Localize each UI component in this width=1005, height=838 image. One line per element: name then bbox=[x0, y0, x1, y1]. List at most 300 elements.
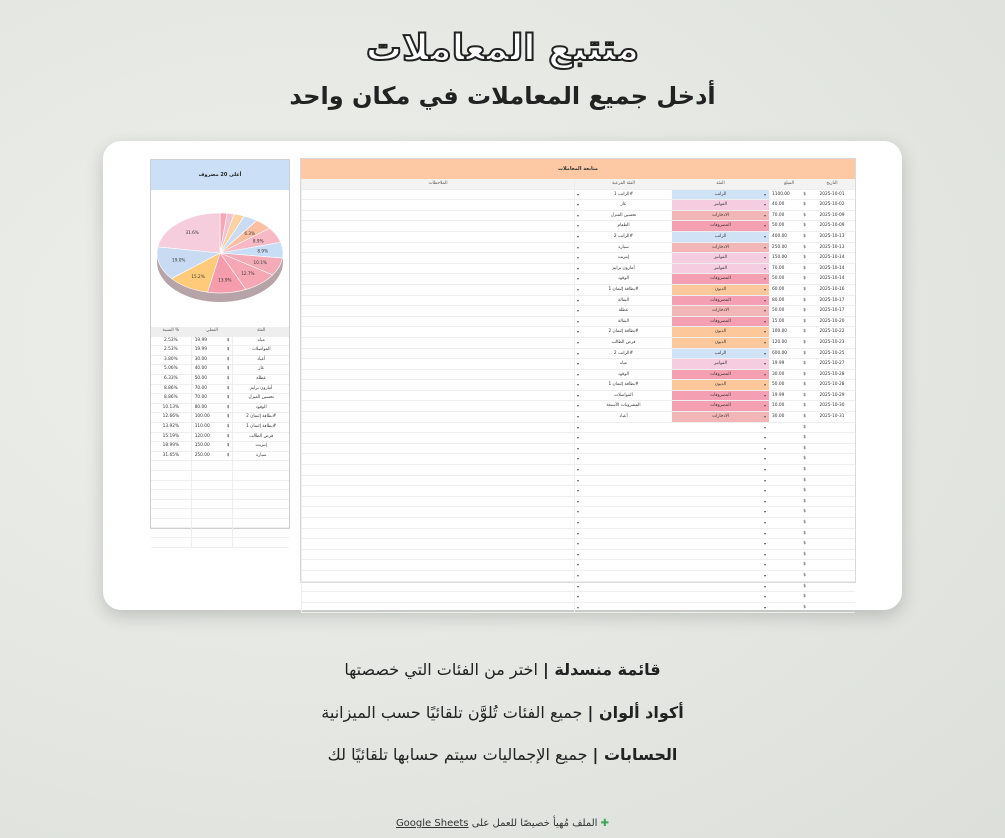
date-cell[interactable] bbox=[809, 444, 855, 454]
chevron-down-icon[interactable]: ▾ bbox=[577, 329, 580, 335]
notes-cell[interactable] bbox=[301, 571, 574, 581]
category-dropdown[interactable]: الراتب ▾ bbox=[672, 349, 769, 359]
chevron-down-icon[interactable]: ▾ bbox=[577, 255, 580, 261]
chevron-down-icon[interactable]: ▾ bbox=[577, 594, 580, 600]
chevron-down-icon[interactable]: ▾ bbox=[577, 382, 580, 388]
chevron-down-icon[interactable]: ▾ bbox=[763, 392, 766, 398]
chevron-down-icon[interactable]: ▾ bbox=[763, 339, 766, 345]
chevron-down-icon[interactable]: ▾ bbox=[577, 392, 580, 398]
chevron-down-icon[interactable]: ▾ bbox=[763, 488, 766, 494]
notes-cell[interactable] bbox=[301, 317, 574, 327]
category-dropdown[interactable]: الادخارات ▾ bbox=[672, 306, 769, 316]
chevron-down-icon[interactable]: ▾ bbox=[577, 414, 580, 420]
chevron-down-icon[interactable]: ▾ bbox=[577, 424, 580, 430]
chevron-down-icon[interactable]: ▾ bbox=[763, 456, 766, 462]
date-cell[interactable]: 2025-10-01 bbox=[819, 191, 845, 197]
notes-cell[interactable] bbox=[301, 550, 574, 560]
amount-cell[interactable]: $ bbox=[803, 604, 806, 610]
chevron-down-icon[interactable]: ▾ bbox=[763, 297, 766, 303]
amount-cell[interactable]: 70.00 $ bbox=[772, 265, 806, 271]
category-dropdown[interactable]: الادخارات ▾ bbox=[672, 412, 769, 422]
subcategory-dropdown[interactable] bbox=[574, 433, 672, 443]
notes-cell[interactable] bbox=[301, 391, 574, 401]
notes-cell[interactable] bbox=[301, 327, 574, 337]
chevron-down-icon[interactable]: ▾ bbox=[577, 572, 580, 578]
notes-cell[interactable] bbox=[301, 433, 574, 443]
amount-cell[interactable]: $ bbox=[803, 488, 806, 494]
notes-cell[interactable] bbox=[301, 592, 574, 602]
category-cell: غاز bbox=[258, 366, 265, 372]
subcategory-dropdown[interactable]: بطاقة إئتمان 1# ▾ bbox=[574, 285, 672, 295]
amount-cell[interactable]: 150.00 $ bbox=[772, 255, 806, 261]
chevron-down-icon[interactable]: ▾ bbox=[763, 244, 766, 250]
chevron-down-icon[interactable]: ▾ bbox=[763, 583, 766, 589]
category-dropdown[interactable] bbox=[672, 571, 769, 581]
category-dropdown[interactable] bbox=[672, 465, 769, 475]
amount-cell[interactable]: 50.00 $ bbox=[772, 276, 806, 282]
amount-cell[interactable]: $ bbox=[803, 530, 806, 536]
amount-cell[interactable]: 30.00 $ bbox=[772, 414, 806, 420]
chevron-down-icon[interactable]: ▾ bbox=[577, 286, 580, 292]
expenses-pie-chart bbox=[151, 191, 289, 324]
chevron-down-icon[interactable]: ▾ bbox=[763, 572, 766, 578]
notes-cell[interactable] bbox=[301, 296, 574, 306]
subcategory-dropdown[interactable]: إنترنت ▾ bbox=[574, 253, 672, 263]
category-dropdown[interactable]: المصروفات ▾ bbox=[672, 401, 769, 411]
notes-cell[interactable] bbox=[301, 200, 574, 210]
subcategory-dropdown[interactable]: الوقود ▾ bbox=[574, 274, 672, 284]
chevron-down-icon[interactable]: ▾ bbox=[577, 530, 580, 536]
chevron-down-icon[interactable]: ▾ bbox=[763, 403, 766, 409]
chevron-down-icon[interactable]: ▾ bbox=[577, 191, 580, 197]
amount-cell[interactable]: 60.00 $ bbox=[772, 286, 806, 292]
date-cell[interactable]: 2025-10-31 bbox=[819, 414, 845, 420]
chevron-down-icon[interactable]: ▾ bbox=[577, 350, 580, 356]
chevron-down-icon[interactable]: ▾ bbox=[763, 308, 766, 314]
chevron-down-icon[interactable]: ▾ bbox=[577, 403, 580, 409]
category-dropdown[interactable] bbox=[672, 592, 769, 602]
chevron-down-icon[interactable]: ▾ bbox=[763, 350, 766, 356]
category-dropdown[interactable]: الديون ▾ bbox=[672, 380, 769, 390]
category-cell bbox=[233, 490, 289, 499]
date-cell[interactable] bbox=[809, 529, 855, 539]
chevron-down-icon[interactable]: ▾ bbox=[763, 255, 766, 261]
table-row bbox=[301, 317, 855, 328]
notes-cell[interactable] bbox=[301, 306, 574, 316]
chevron-down-icon[interactable]: ▾ bbox=[763, 414, 766, 420]
notes-cell[interactable] bbox=[301, 221, 574, 231]
percent-cell bbox=[151, 519, 192, 528]
subcategory-dropdown[interactable] bbox=[574, 497, 672, 507]
notes-cell[interactable] bbox=[301, 507, 574, 517]
amount-cell[interactable]: $ bbox=[803, 572, 806, 578]
date-cell[interactable] bbox=[809, 571, 855, 581]
notes-cell[interactable] bbox=[301, 232, 574, 242]
date-cell[interactable]: 2025-10-14 bbox=[819, 255, 845, 261]
category-dropdown[interactable] bbox=[672, 507, 769, 517]
subcategory-dropdown[interactable] bbox=[574, 529, 672, 539]
notes-cell[interactable] bbox=[301, 349, 574, 359]
chevron-down-icon[interactable]: ▾ bbox=[763, 329, 766, 335]
category-dropdown[interactable]: الادخارات ▾ bbox=[672, 243, 769, 253]
subcategory-dropdown[interactable]: بطاقة إئتمان 2# ▾ bbox=[574, 327, 672, 337]
date-cell[interactable] bbox=[809, 560, 855, 570]
table-row bbox=[151, 365, 289, 375]
category-cell: مياه bbox=[257, 337, 265, 343]
amount-cell[interactable]: $ bbox=[803, 445, 806, 451]
amount-cell[interactable]: 30.00 $ bbox=[772, 371, 806, 377]
subcategory-dropdown[interactable] bbox=[574, 518, 672, 528]
date-cell[interactable] bbox=[809, 507, 855, 517]
chevron-down-icon[interactable]: ▾ bbox=[763, 265, 766, 271]
category-dropdown[interactable]: المصروفات ▾ bbox=[672, 296, 769, 306]
category-dropdown[interactable]: الفواتير ▾ bbox=[672, 359, 769, 369]
subcategory-dropdown[interactable]: الراتب 1# ▾ bbox=[574, 190, 672, 200]
date-cell[interactable]: 2025-10-28 bbox=[819, 382, 845, 388]
chevron-down-icon[interactable]: ▾ bbox=[763, 212, 766, 218]
subcategory-dropdown[interactable] bbox=[574, 571, 672, 581]
date-cell[interactable]: 2025-10-09 bbox=[819, 223, 845, 229]
amount-cell[interactable]: $ bbox=[803, 583, 806, 589]
chevron-down-icon[interactable]: ▾ bbox=[577, 244, 580, 250]
category-dropdown[interactable] bbox=[672, 518, 769, 528]
column-header: الفئة bbox=[257, 328, 266, 333]
amount-cell[interactable]: 10.00 $ bbox=[772, 403, 806, 409]
notes-cell[interactable] bbox=[301, 264, 574, 274]
notes-cell[interactable] bbox=[301, 359, 574, 369]
subcategory-dropdown[interactable] bbox=[574, 560, 672, 570]
amount-cell[interactable]: 70.00 $ bbox=[772, 212, 806, 218]
notes-cell[interactable] bbox=[301, 497, 574, 507]
date-cell[interactable]: 2025-10-29 bbox=[819, 392, 845, 398]
amount-cell[interactable]: 120.00 $ bbox=[772, 339, 806, 345]
category-dropdown[interactable] bbox=[672, 476, 769, 486]
subcategory-dropdown[interactable]: الطعام ▾ bbox=[574, 221, 672, 231]
date-cell[interactable]: 2025-10-23 bbox=[819, 339, 845, 345]
date-cell[interactable]: 2025-10-17 bbox=[819, 297, 845, 303]
notes-cell[interactable] bbox=[301, 423, 574, 433]
chevron-down-icon[interactable]: ▾ bbox=[577, 361, 580, 367]
date-cell[interactable]: 2025-10-28 bbox=[819, 371, 845, 377]
subcategory-dropdown[interactable] bbox=[574, 423, 672, 433]
chevron-down-icon[interactable]: ▾ bbox=[577, 212, 580, 218]
chevron-down-icon[interactable]: ▾ bbox=[763, 276, 766, 282]
chevron-down-icon[interactable]: ▾ bbox=[577, 233, 580, 239]
subcategory-dropdown[interactable] bbox=[574, 592, 672, 602]
subcategory-dropdown[interactable]: بطاقة إئتمان 1# ▾ bbox=[574, 380, 672, 390]
category-dropdown[interactable]: الفواتير ▾ bbox=[672, 253, 769, 263]
date-cell[interactable] bbox=[809, 539, 855, 549]
category-dropdown[interactable] bbox=[672, 560, 769, 570]
date-cell[interactable]: 2025-10-16 bbox=[819, 286, 845, 292]
date-cell[interactable] bbox=[809, 592, 855, 602]
chevron-down-icon[interactable]: ▾ bbox=[577, 202, 580, 208]
amount-cell[interactable]: 15.00 $ bbox=[772, 318, 806, 324]
chevron-down-icon[interactable]: ▾ bbox=[577, 477, 580, 483]
category-dropdown[interactable] bbox=[672, 423, 769, 433]
chevron-down-icon[interactable]: ▾ bbox=[763, 202, 766, 208]
chevron-down-icon[interactable]: ▾ bbox=[577, 445, 580, 451]
date-cell[interactable]: 2025-10-02 bbox=[819, 202, 845, 208]
subcategory-dropdown[interactable]: البقالة ▾ bbox=[574, 317, 672, 327]
date-cell[interactable] bbox=[809, 433, 855, 443]
category-dropdown[interactable] bbox=[672, 539, 769, 549]
date-cell[interactable]: 2025-10-14 bbox=[819, 265, 845, 271]
date-cell[interactable] bbox=[809, 497, 855, 507]
chevron-down-icon[interactable]: ▾ bbox=[763, 551, 766, 557]
amount-cell[interactable]: $ bbox=[803, 424, 806, 430]
chevron-down-icon[interactable]: ▾ bbox=[577, 297, 580, 303]
chevron-down-icon[interactable]: ▾ bbox=[577, 276, 580, 282]
category-dropdown[interactable]: المصروفات ▾ bbox=[672, 391, 769, 401]
actual-cell: 100.00 $ bbox=[192, 413, 234, 422]
notes-cell[interactable] bbox=[301, 338, 574, 348]
chevron-down-icon[interactable]: ▾ bbox=[763, 361, 766, 367]
subcategory-dropdown[interactable] bbox=[574, 550, 672, 560]
notes-cell[interactable] bbox=[301, 486, 574, 496]
chevron-down-icon[interactable]: ▾ bbox=[763, 286, 766, 292]
amount-cell[interactable]: $ bbox=[803, 435, 806, 441]
amount-cell[interactable]: $ bbox=[803, 498, 806, 504]
notes-cell[interactable] bbox=[301, 274, 574, 284]
category-dropdown[interactable] bbox=[672, 444, 769, 454]
date-cell[interactable]: 2025-10-13 bbox=[819, 244, 845, 250]
table-row bbox=[151, 490, 289, 500]
chevron-down-icon[interactable]: ▾ bbox=[763, 233, 766, 239]
actual-cell bbox=[192, 538, 234, 547]
amount-cell[interactable]: $ bbox=[803, 509, 806, 515]
chevron-down-icon[interactable]: ▾ bbox=[577, 604, 580, 610]
chevron-down-icon[interactable]: ▾ bbox=[763, 424, 766, 430]
subcategory-dropdown[interactable]: غاز ▾ bbox=[574, 200, 672, 210]
chevron-down-icon[interactable]: ▾ bbox=[577, 551, 580, 557]
category-dropdown[interactable]: الراتب ▾ bbox=[672, 232, 769, 242]
category-dropdown[interactable]: المصروفات ▾ bbox=[672, 274, 769, 284]
amount-cell[interactable]: $ bbox=[803, 520, 806, 525]
category-dropdown[interactable] bbox=[672, 550, 769, 560]
chevron-down-icon[interactable]: ▾ bbox=[763, 371, 766, 377]
date-cell[interactable]: 2025-10-14 bbox=[819, 276, 845, 282]
pie-data-label: 12.7% bbox=[241, 271, 255, 277]
subcategory-dropdown[interactable] bbox=[574, 476, 672, 486]
amount-cell[interactable]: $ bbox=[803, 551, 806, 557]
category-dropdown[interactable] bbox=[672, 497, 769, 507]
table-row bbox=[301, 232, 855, 243]
subcategory-dropdown[interactable] bbox=[574, 582, 672, 592]
amount-cell[interactable]: 250.00 $ bbox=[772, 244, 806, 250]
category-dropdown[interactable]: المصروفات ▾ bbox=[672, 317, 769, 327]
chevron-down-icon[interactable]: ▾ bbox=[763, 498, 766, 504]
notes-cell[interactable] bbox=[301, 444, 574, 454]
chevron-down-icon[interactable]: ▾ bbox=[577, 265, 580, 271]
chevron-down-icon[interactable]: ▾ bbox=[577, 223, 580, 229]
chevron-down-icon[interactable]: ▾ bbox=[763, 467, 766, 473]
notes-cell[interactable] bbox=[301, 253, 574, 263]
date-cell[interactable] bbox=[809, 476, 855, 486]
chevron-down-icon[interactable]: ▾ bbox=[763, 520, 766, 525]
chevron-down-icon[interactable]: ▾ bbox=[763, 530, 766, 536]
category-dropdown[interactable]: الديون ▾ bbox=[672, 338, 769, 348]
subcategory-dropdown[interactable]: مياه ▾ bbox=[574, 359, 672, 369]
notes-cell[interactable] bbox=[301, 380, 574, 390]
table-row bbox=[151, 404, 289, 414]
notes-cell[interactable] bbox=[301, 582, 574, 592]
date-cell[interactable]: 2025-10-17 bbox=[819, 308, 845, 314]
category-dropdown[interactable]: المصروفات ▾ bbox=[672, 370, 769, 380]
amount-cell[interactable]: 1100.00 $ bbox=[772, 191, 806, 197]
subcategory-dropdown[interactable]: تحسين المنزل ▾ bbox=[574, 211, 672, 221]
amount-cell[interactable]: $ bbox=[803, 477, 806, 483]
subcategory-dropdown[interactable]: سيارة ▾ bbox=[574, 243, 672, 253]
chevron-down-icon[interactable]: ▾ bbox=[577, 318, 580, 324]
subcategory-dropdown[interactable] bbox=[574, 603, 672, 613]
chevron-down-icon[interactable]: ▾ bbox=[577, 562, 580, 568]
date-cell[interactable] bbox=[809, 582, 855, 592]
category-dropdown[interactable]: الفواتير ▾ bbox=[672, 264, 769, 274]
chevron-down-icon[interactable]: ▾ bbox=[577, 583, 580, 589]
table-row bbox=[151, 500, 289, 510]
actual-cell: 19.99 $ bbox=[192, 337, 234, 346]
category-dropdown[interactable]: الفواتير ▾ bbox=[672, 200, 769, 210]
subcategory-dropdown[interactable]: المشروبات الأسبغة ▾ bbox=[574, 401, 672, 411]
chevron-down-icon[interactable]: ▾ bbox=[763, 594, 766, 600]
amount-cell[interactable]: 19.99 $ bbox=[772, 361, 806, 367]
subcategory-dropdown[interactable]: الراتب 2# ▾ bbox=[574, 232, 672, 242]
category-dropdown[interactable] bbox=[672, 433, 769, 443]
amount-cell[interactable]: $ bbox=[803, 594, 806, 600]
subcategory-dropdown[interactable] bbox=[574, 507, 672, 517]
amount-cell[interactable]: $ bbox=[803, 541, 806, 547]
date-cell[interactable] bbox=[809, 454, 855, 464]
chevron-down-icon[interactable]: ▾ bbox=[763, 191, 766, 197]
chevron-down-icon[interactable]: ▾ bbox=[763, 318, 766, 324]
chevron-down-icon[interactable]: ▾ bbox=[763, 223, 766, 229]
category-dropdown[interactable]: الديون ▾ bbox=[672, 285, 769, 295]
subcategory-dropdown[interactable] bbox=[574, 465, 672, 475]
category-dropdown[interactable]: الديون ▾ bbox=[672, 327, 769, 337]
chevron-down-icon[interactable]: ▾ bbox=[763, 477, 766, 483]
notes-cell[interactable] bbox=[301, 476, 574, 486]
amount-cell[interactable]: 400.00 $ bbox=[772, 233, 806, 239]
subcategory-dropdown[interactable]: الوقود ▾ bbox=[574, 370, 672, 380]
google-sheets-link[interactable]: Google Sheets bbox=[395, 818, 469, 829]
chevron-down-icon[interactable]: ▾ bbox=[577, 467, 580, 473]
category-dropdown[interactable]: الراتب ▾ bbox=[672, 190, 769, 200]
amount-cell[interactable]: 19.99 $ bbox=[772, 392, 806, 398]
chevron-down-icon[interactable]: ▾ bbox=[763, 562, 766, 568]
chevron-down-icon[interactable]: ▾ bbox=[577, 371, 580, 377]
amount-cell[interactable]: 100.00 $ bbox=[772, 329, 806, 335]
actual-cell bbox=[192, 500, 234, 509]
subcategory-dropdown[interactable]: المواصلات ▾ bbox=[574, 391, 672, 401]
notes-cell[interactable] bbox=[301, 454, 574, 464]
amount-cell[interactable]: 600.00 $ bbox=[772, 350, 806, 356]
date-cell[interactable] bbox=[809, 465, 855, 475]
chevron-down-icon[interactable]: ▾ bbox=[577, 456, 580, 462]
chevron-down-icon[interactable]: ▾ bbox=[577, 308, 580, 314]
subcategory-dropdown[interactable] bbox=[574, 444, 672, 454]
date-cell[interactable]: 2025-10-09 bbox=[819, 212, 845, 218]
notes-cell[interactable] bbox=[301, 370, 574, 380]
date-cell[interactable]: 2025-10-25 bbox=[819, 350, 845, 356]
notes-cell[interactable] bbox=[301, 465, 574, 475]
category-dropdown[interactable] bbox=[672, 582, 769, 592]
category-cell bbox=[233, 509, 289, 518]
subcategory-dropdown[interactable] bbox=[574, 539, 672, 549]
amount-cell[interactable]: 40.00 $ bbox=[772, 202, 806, 208]
category-dropdown[interactable] bbox=[672, 603, 769, 613]
amount-cell[interactable]: $ bbox=[803, 456, 806, 462]
subcategory-dropdown[interactable] bbox=[574, 454, 672, 464]
chevron-down-icon[interactable]: ▾ bbox=[763, 509, 766, 515]
chevron-down-icon[interactable]: ▾ bbox=[763, 445, 766, 451]
subcategory-dropdown[interactable]: البقالة ▾ bbox=[574, 296, 672, 306]
chevron-down-icon[interactable]: ▾ bbox=[577, 339, 580, 345]
notes-cell[interactable] bbox=[301, 529, 574, 539]
subcategory-dropdown[interactable]: أعياد ▾ bbox=[574, 412, 672, 422]
amount-cell[interactable]: 80.00 $ bbox=[772, 297, 806, 303]
notes-cell[interactable] bbox=[301, 285, 574, 295]
amount-cell[interactable]: $ bbox=[803, 467, 806, 473]
notes-cell[interactable] bbox=[301, 211, 574, 221]
date-cell[interactable] bbox=[809, 518, 855, 528]
category-dropdown[interactable] bbox=[672, 454, 769, 464]
date-cell[interactable] bbox=[809, 603, 855, 613]
chevron-down-icon[interactable]: ▾ bbox=[577, 498, 580, 504]
chevron-down-icon[interactable]: ▾ bbox=[577, 488, 580, 494]
notes-cell[interactable] bbox=[301, 603, 574, 613]
notes-cell[interactable] bbox=[301, 243, 574, 253]
date-cell[interactable]: 2025-10-27 bbox=[819, 361, 845, 367]
chevron-down-icon[interactable]: ▾ bbox=[763, 382, 766, 388]
date-cell[interactable]: 2025-10-30 bbox=[819, 403, 845, 409]
date-cell[interactable] bbox=[809, 550, 855, 560]
category-dropdown[interactable] bbox=[672, 529, 769, 539]
chevron-down-icon[interactable]: ▾ bbox=[577, 520, 580, 525]
chevron-down-icon[interactable]: ▾ bbox=[763, 604, 766, 610]
subcategory-dropdown[interactable]: الراتب 2# ▾ bbox=[574, 349, 672, 359]
chevron-down-icon[interactable]: ▾ bbox=[763, 541, 766, 547]
chevron-down-icon[interactable]: ▾ bbox=[577, 541, 580, 547]
subcategory-dropdown[interactable] bbox=[574, 486, 672, 496]
subcategory-dropdown[interactable]: أمازون برايم ▾ bbox=[574, 264, 672, 274]
date-cell[interactable]: 2025-10-20 bbox=[819, 318, 845, 324]
notes-cell[interactable] bbox=[301, 539, 574, 549]
table-row bbox=[151, 509, 289, 519]
notes-cell[interactable] bbox=[301, 190, 574, 200]
date-cell[interactable] bbox=[809, 423, 855, 433]
amount-cell[interactable]: 50.00 $ bbox=[772, 308, 806, 314]
notes-cell[interactable] bbox=[301, 412, 574, 422]
date-cell[interactable] bbox=[809, 486, 855, 496]
category-dropdown[interactable]: المصروفات ▾ bbox=[672, 221, 769, 231]
notes-cell[interactable] bbox=[301, 518, 574, 528]
date-cell[interactable]: 2025-10-22 bbox=[819, 329, 845, 335]
chevron-down-icon[interactable]: ▾ bbox=[577, 509, 580, 515]
notes-cell[interactable] bbox=[301, 560, 574, 570]
amount-cell[interactable]: 50.00 $ bbox=[772, 382, 806, 388]
category-dropdown[interactable] bbox=[672, 486, 769, 496]
subcategory-dropdown[interactable]: قرض الطالب ▾ bbox=[574, 338, 672, 348]
amount-cell[interactable]: 50.00 $ bbox=[772, 223, 806, 229]
chevron-down-icon[interactable]: ▾ bbox=[577, 435, 580, 441]
category-dropdown[interactable]: الادخارات ▾ bbox=[672, 211, 769, 221]
subcategory-dropdown[interactable]: عطلة ▾ bbox=[574, 306, 672, 316]
notes-cell[interactable] bbox=[301, 401, 574, 411]
chevron-down-icon[interactable]: ▾ bbox=[763, 435, 766, 441]
date-cell[interactable]: 2025-10-13 bbox=[819, 233, 845, 239]
amount-cell[interactable]: $ bbox=[803, 562, 806, 568]
